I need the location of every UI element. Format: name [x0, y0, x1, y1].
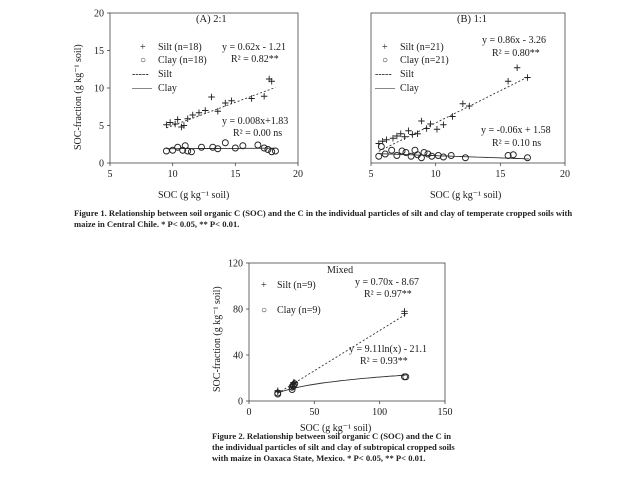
legend-label-silt: Silt (n=18)	[158, 42, 202, 53]
silt-data-point	[208, 94, 214, 100]
silt-data-point	[228, 98, 234, 104]
panel-a-silt-r2: R² = 0.82**	[231, 54, 279, 65]
panel-a-clay-equation: y = 0.008x+1.83	[222, 116, 289, 127]
clay-data-point	[188, 149, 194, 155]
legend-symbol: +	[140, 42, 146, 53]
clay-data-point	[394, 153, 400, 159]
silt-data-point	[449, 113, 455, 119]
x-tick-label: 50	[309, 407, 320, 418]
legend-symbol: ——	[375, 83, 395, 94]
legend-label-clay: Clay (n=9)	[277, 305, 321, 316]
silt-data-point	[418, 118, 424, 124]
x-tick-label: 20	[293, 169, 303, 180]
figure-1-caption: Figure 1. Relationship between soil organic C (SOC) and the C in the individual particles of silt and clay of temperate cropped soils with maize in Central Chile. * P< 0.05, ** P< 0.01.	[74, 208, 573, 229]
panel-a-silt-equation: y = 0.62x - 1.21	[222, 42, 286, 53]
panel-c-clay-r2: R² = 0.93**	[360, 356, 408, 367]
clay-data-point	[399, 148, 405, 154]
silt-data-point	[401, 134, 407, 140]
legend-symbol: ○	[382, 55, 389, 66]
panel-a-title: (A) 2:1	[196, 14, 227, 25]
panel-c-silt-r2: R² = 0.97**	[364, 289, 412, 300]
clay-data-point	[421, 150, 427, 156]
clay-data-point	[376, 153, 382, 159]
x-tick-label: 0	[246, 407, 252, 418]
x-tick-label: 5	[368, 169, 374, 180]
panel-a-clay-r2: R² = 0.00 ns	[233, 128, 283, 139]
silt-data-point	[423, 125, 429, 131]
panel-a-xlabel: SOC (g kg⁻¹ soil)	[158, 190, 230, 201]
y-tick-label: 0	[99, 158, 104, 170]
panel-a-ylabel: SOC-fraction (g kg⁻¹ soil)	[73, 44, 84, 150]
legend-symbol: -----	[375, 69, 392, 80]
clay-data-point	[378, 144, 384, 150]
legend-label-clay: Clay (n=18)	[158, 55, 207, 66]
silt-data-point	[383, 137, 389, 143]
panel-b-legend	[374, 42, 449, 94]
legend-symbol: -----	[132, 69, 149, 80]
silt-data-point	[261, 93, 267, 99]
legend-label-silt-line: Silt	[158, 69, 172, 80]
legend-symbol: ○	[261, 305, 268, 316]
silt-data-point	[524, 74, 530, 80]
panel-b-xlabel: SOC (g kg⁻¹ soil)	[430, 190, 502, 201]
clay-fit-line	[278, 375, 406, 393]
panel-b-chart	[369, 13, 571, 201]
figure-2-caption: Figure 2. Relationship between soil organic C (SOC) and the C in the individual particles of silt and clay of subtropical cropped soils with maize in Oaxaca State, Mexico. * P< 0.05, ** P< 0.01.	[212, 431, 455, 463]
panel-c-clay-equation: y = 9.11ln(x) - 21.1	[349, 344, 428, 355]
panel-a-chart	[73, 9, 303, 202]
legend-label-clay-line: Clay	[400, 83, 419, 94]
silt-data-point	[440, 122, 446, 128]
y-tick-label: 80	[233, 304, 243, 316]
panel-c-title: Mixed	[327, 265, 354, 276]
panel-b-clay-r2: R² = 0.10 ns	[492, 138, 542, 149]
panel-c-xlabel: SOC (g kg⁻¹ soil)	[300, 423, 372, 434]
panel-b-clay-equation: y = -0.06x + 1.58	[481, 125, 551, 136]
y-tick-label: 120	[228, 258, 243, 270]
clay-data-point	[198, 144, 204, 150]
x-tick-label: 10	[430, 169, 441, 180]
legend-symbol: ——	[132, 83, 152, 94]
panel-c-legend	[261, 280, 321, 316]
y-tick-label: 15	[94, 46, 104, 57]
y-tick-label: 40	[233, 350, 243, 362]
clay-data-point	[412, 147, 418, 153]
silt-data-point	[190, 112, 196, 118]
x-tick-label: 20	[560, 169, 570, 180]
silt-data-point	[505, 78, 511, 84]
panel-c-ylabel: SOC-fraction (g kg⁻¹ soil)	[212, 286, 223, 392]
clay-data-point	[448, 153, 454, 159]
clay-data-point	[462, 155, 468, 161]
x-tick-label: 10	[167, 169, 178, 180]
panel-c-silt-equation: y = 0.70x - 8.67	[355, 277, 419, 288]
panel-b-title: (B) 1:1	[457, 14, 488, 25]
panel-c-chart	[212, 259, 453, 435]
silt-data-point	[202, 107, 208, 113]
clay-data-point	[408, 153, 414, 159]
legend-symbol: ○	[140, 55, 147, 66]
x-tick-label: 150	[437, 407, 453, 418]
clay-data-point	[524, 155, 530, 161]
silt-data-point	[409, 131, 415, 137]
panel-a-legend	[131, 42, 207, 94]
y-tick-label: 20	[94, 8, 104, 20]
y-tick-label: 5	[99, 121, 104, 132]
x-tick-label: 100	[372, 407, 388, 418]
x-tick-label: 15	[230, 169, 241, 180]
legend-label-clay-line: Clay	[158, 83, 177, 94]
clay-data-point	[222, 140, 228, 146]
x-tick-label: 5	[107, 169, 113, 180]
panel-b-silt-r2: R² = 0.80**	[492, 48, 540, 59]
x-tick-label: 15	[495, 169, 506, 180]
clay-data-point	[255, 142, 261, 148]
clay-data-point	[389, 147, 395, 153]
legend-label-silt-line: Silt	[400, 69, 414, 80]
silt-data-point	[460, 101, 466, 107]
y-tick-label: 0	[238, 396, 243, 408]
silt-data-point	[405, 128, 411, 134]
legend-label-clay: Clay (n=21)	[400, 55, 449, 66]
legend-label-silt: Silt (n=21)	[400, 42, 444, 53]
legend-symbol: +	[382, 42, 388, 53]
silt-data-point	[514, 65, 520, 71]
silt-data-point	[466, 103, 472, 109]
clay-data-point	[272, 148, 278, 154]
silt-data-point	[248, 95, 254, 101]
panel-b-silt-equation: y = 0.86x - 3.26	[482, 35, 546, 46]
legend-label-silt: Silt (n=9)	[277, 280, 316, 291]
legend-symbol: +	[261, 280, 267, 291]
silt-data-point	[434, 126, 440, 132]
silt-data-point	[427, 121, 433, 127]
silt-data-point	[414, 131, 420, 137]
silt-data-point	[215, 108, 221, 114]
y-tick-label: 10	[94, 83, 104, 95]
